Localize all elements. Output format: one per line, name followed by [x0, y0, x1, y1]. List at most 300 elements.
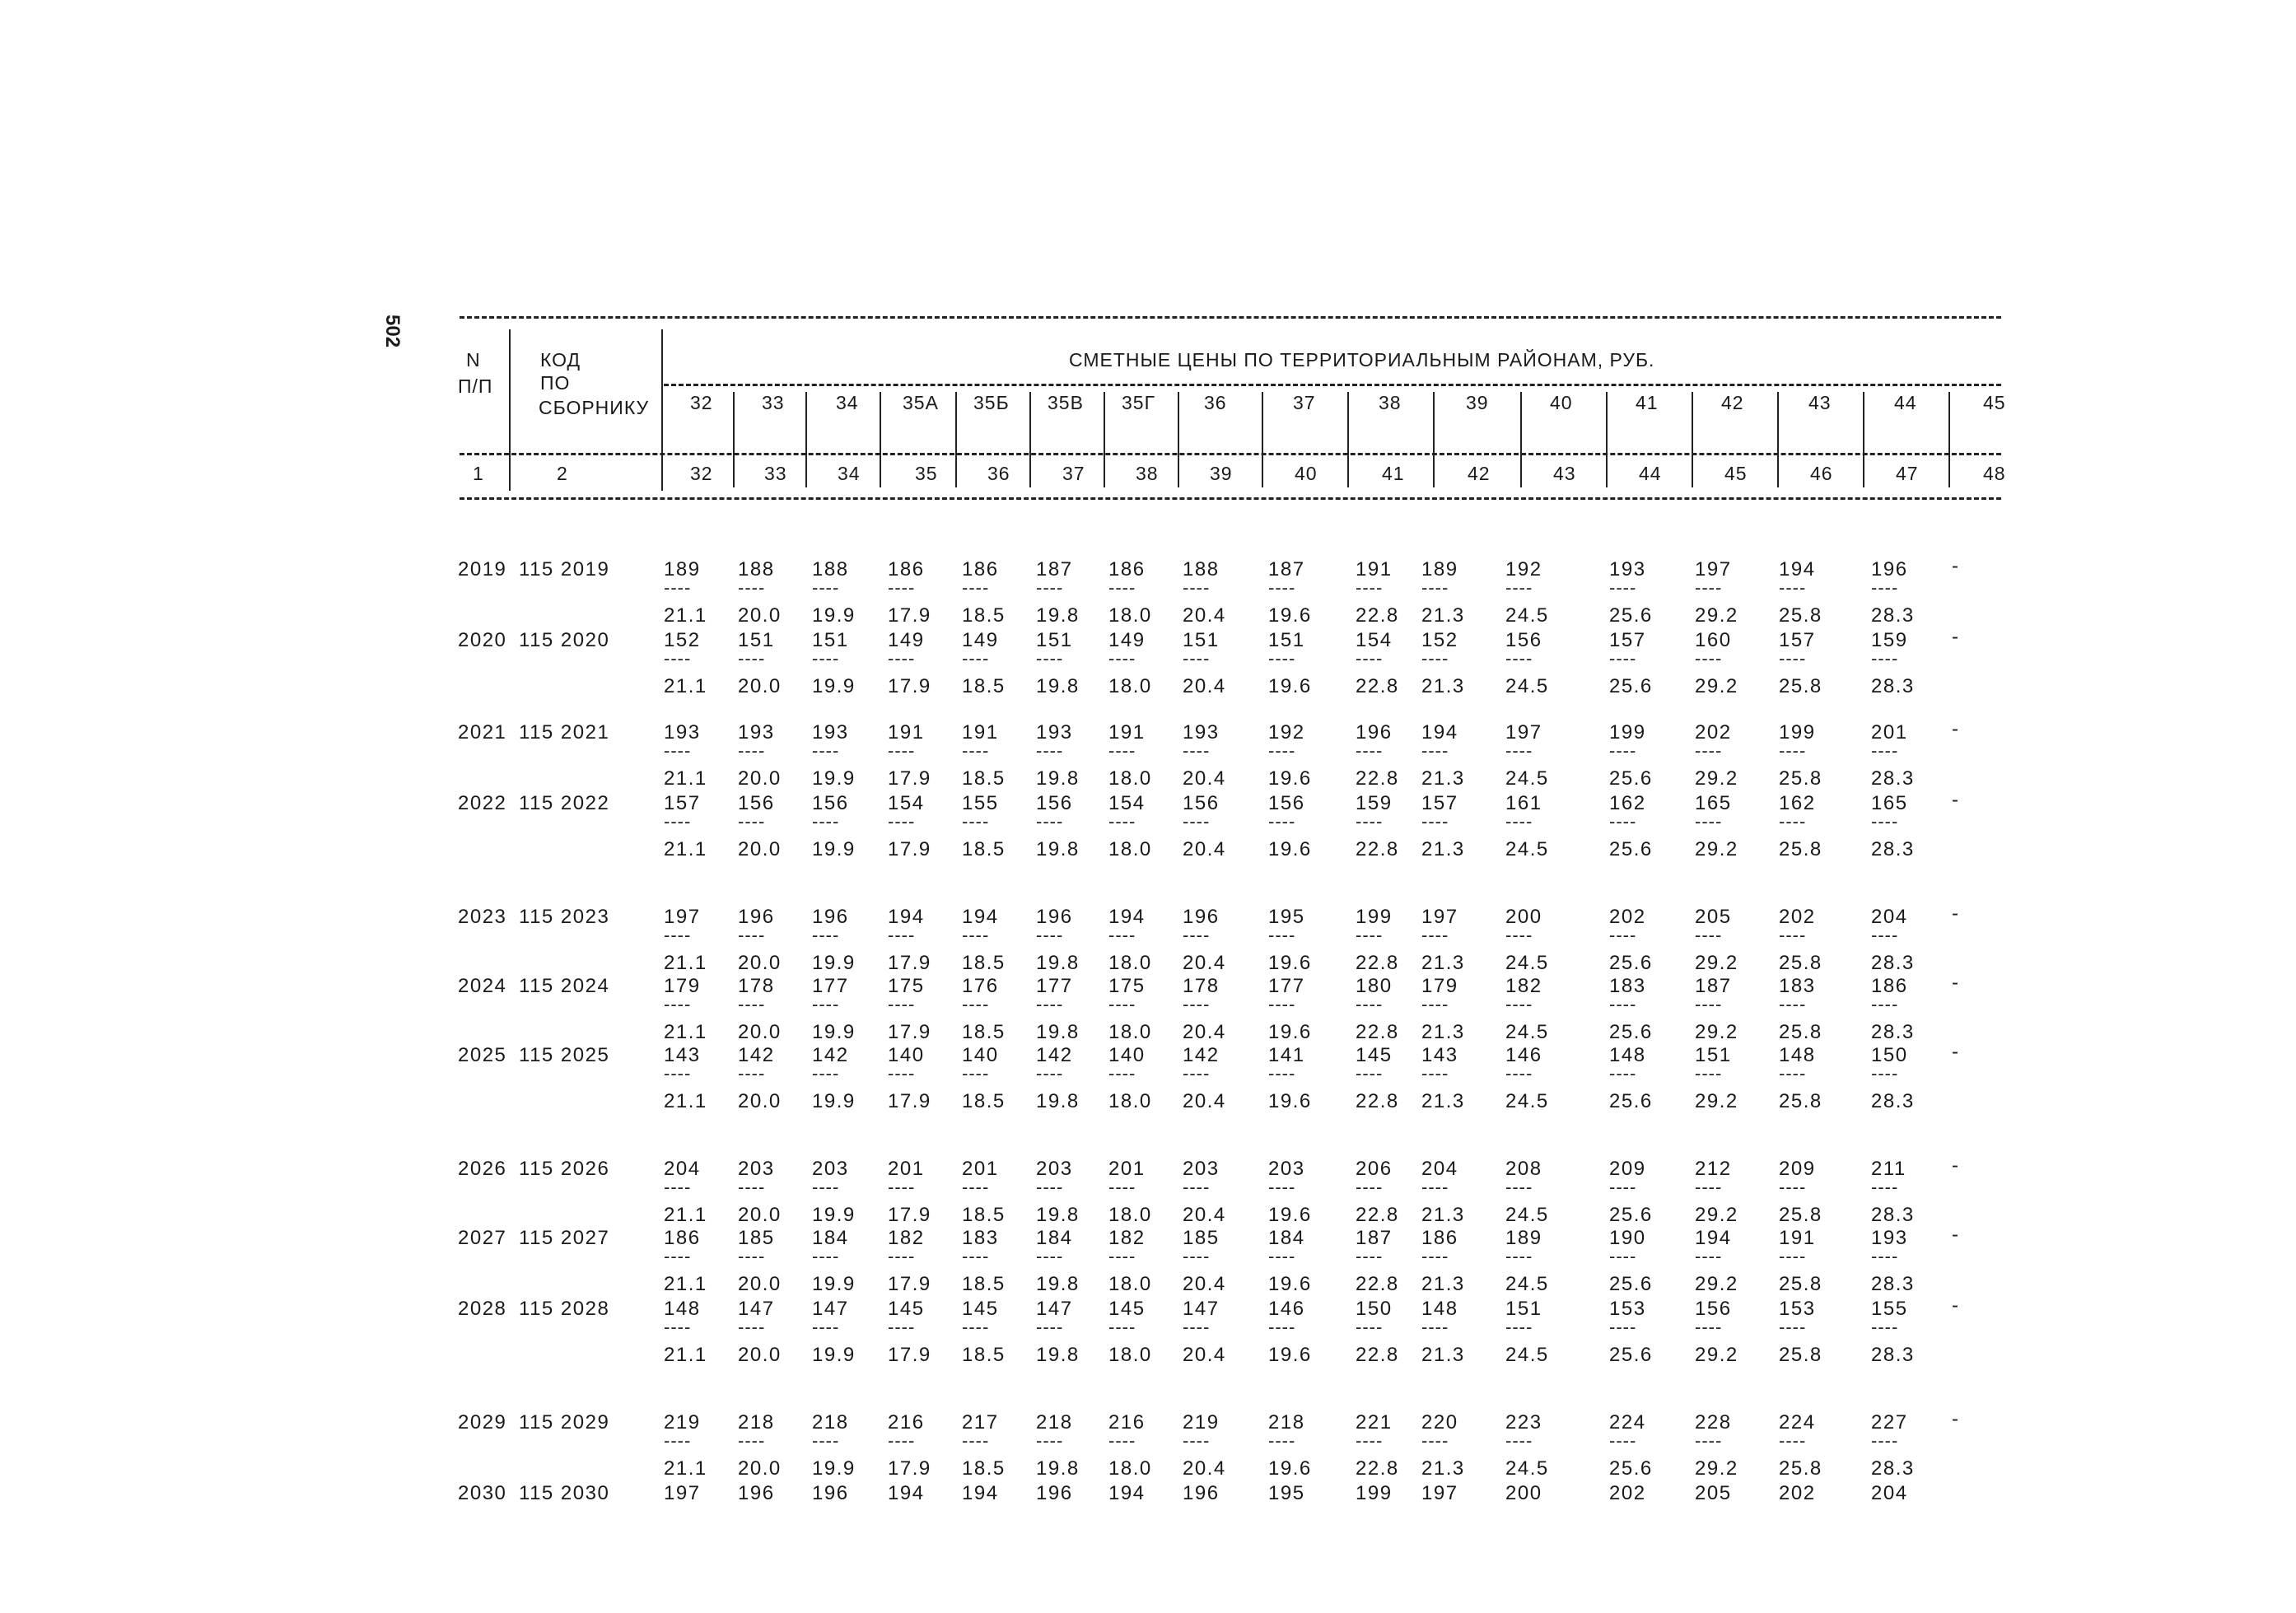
price-value: 175 [1108, 975, 1146, 997]
coefficient-value: 25.8 [1779, 604, 1822, 627]
price-value: 146 [1505, 1044, 1542, 1066]
price-value: 176 [962, 975, 999, 997]
coefficient-value: 21.3 [1421, 1090, 1465, 1112]
fraction-separator: ---- [888, 577, 916, 598]
price-value: 147 [1036, 1298, 1073, 1320]
fraction-separator: ---- [1268, 648, 1296, 669]
row-number: 2028 [458, 1298, 507, 1320]
fraction-separator: ---- [1268, 811, 1296, 832]
price-value: 209 [1779, 1158, 1816, 1180]
row-code: 115 2022 [519, 792, 610, 814]
fraction-separator: ---- [738, 1063, 766, 1084]
price-value: 202 [1779, 906, 1816, 928]
price-value: 197 [1695, 558, 1732, 580]
fraction-separator: ---- [1421, 1177, 1449, 1197]
fraction-separator: ---- [962, 1177, 990, 1197]
coefficient-value: 21.3 [1421, 675, 1465, 697]
row-code: 115 2023 [519, 906, 610, 928]
price-value: 194 [888, 906, 925, 928]
fraction-separator: ---- [1183, 994, 1211, 1014]
column-number: 44 [1639, 463, 1662, 484]
column-number: 38 [1136, 463, 1159, 484]
fraction-separator: ---- [664, 1063, 692, 1084]
row-number: 2020 [458, 629, 507, 651]
fraction-separator: ---- [664, 1430, 692, 1451]
fraction-separator: ---- [1421, 925, 1449, 945]
price-value: 196 [1183, 1482, 1220, 1504]
fraction-separator: ---- [1183, 1317, 1211, 1337]
price-value: 177 [1268, 975, 1305, 997]
coefficient-value: 25.8 [1779, 1021, 1822, 1043]
price-value: 199 [1779, 721, 1816, 744]
coefficient-value: 28.3 [1871, 838, 1915, 860]
coefficient-value: 24.5 [1505, 1344, 1549, 1366]
coefficient-value: 21.3 [1421, 604, 1465, 627]
row-code: 115 2025 [519, 1044, 610, 1066]
fraction-separator: ---- [1036, 648, 1064, 669]
coefficient-value: 19.8 [1036, 952, 1080, 974]
price-value: 145 [1356, 1044, 1393, 1066]
coefficient-value: 19.8 [1036, 838, 1080, 860]
region-45-dash: - [1952, 1154, 1960, 1177]
coefficient-value: 21.1 [664, 1204, 707, 1226]
price-value: 194 [962, 1482, 999, 1504]
coefficient-value: 25.6 [1609, 1204, 1653, 1226]
fraction-separator: ---- [1268, 994, 1296, 1014]
coefficient-value: 25.8 [1779, 1090, 1822, 1112]
fraction-separator: ---- [1779, 1430, 1807, 1451]
fraction-separator: ---- [1268, 577, 1296, 598]
coefficient-value: 28.3 [1871, 767, 1915, 790]
price-value: 218 [738, 1411, 775, 1434]
price-value: 203 [738, 1158, 775, 1180]
price-value: 156 [1183, 792, 1220, 814]
price-value: 185 [738, 1227, 775, 1249]
coefficient-value: 19.6 [1268, 1344, 1312, 1366]
price-value: 153 [1609, 1298, 1646, 1320]
price-value: 204 [1871, 1482, 1908, 1504]
column-number: 45 [1724, 463, 1748, 484]
fraction-separator: ---- [1036, 1063, 1064, 1084]
region-divider [1863, 392, 1864, 487]
price-value: 151 [738, 629, 775, 651]
price-value: 175 [888, 975, 925, 997]
price-value: 149 [962, 629, 999, 651]
price-value: 196 [1036, 1482, 1073, 1504]
price-value: 156 [812, 792, 849, 814]
price-value: 200 [1505, 1482, 1542, 1504]
fraction-separator: ---- [1505, 1317, 1533, 1337]
prices-title: СМЕТНЫЕ ЦЕНЫ ПО ТЕРРИТОРИАЛЬНЫМ РАЙОНАМ, РУБ. [1069, 349, 1655, 371]
coefficient-value: 17.9 [888, 1344, 931, 1366]
fraction-separator: ---- [888, 740, 916, 761]
coefficient-value: 17.9 [888, 767, 931, 790]
price-value: 156 [1505, 629, 1542, 651]
coefficient-value: 24.5 [1505, 604, 1549, 627]
coefficient-value: 21.1 [664, 1273, 707, 1295]
fraction-separator: ---- [1695, 811, 1723, 832]
region-divider [1692, 392, 1693, 487]
price-value: 140 [962, 1044, 999, 1066]
region-37: 37 [1293, 392, 1316, 413]
column-number: 35 [915, 463, 938, 484]
fraction-separator: ---- [1505, 1246, 1533, 1266]
price-value: 162 [1779, 792, 1816, 814]
column-number: 32 [690, 463, 713, 484]
price-value: 192 [1505, 558, 1542, 580]
header-vbar-2 [661, 329, 663, 491]
coefficient-value: 19.8 [1036, 1344, 1080, 1366]
coefficient-value: 25.6 [1609, 675, 1653, 697]
fraction-separator: ---- [1609, 1177, 1637, 1197]
column-number: 46 [1810, 463, 1833, 484]
fraction-separator: ---- [1871, 1430, 1899, 1451]
fraction-separator: ---- [1421, 1246, 1449, 1266]
price-value: 185 [1183, 1227, 1220, 1249]
price-value: 147 [1183, 1298, 1220, 1320]
fraction-separator: ---- [1421, 577, 1449, 598]
price-value: 160 [1695, 629, 1732, 651]
coefficient-value: 19.6 [1268, 767, 1312, 790]
price-value: 186 [1871, 975, 1908, 997]
fraction-separator: ---- [962, 811, 990, 832]
price-value: 165 [1695, 792, 1732, 814]
price-value: 154 [1108, 792, 1146, 814]
region-35А: 35А [903, 392, 939, 413]
coefficient-value: 18.5 [962, 1021, 1006, 1043]
price-value: 220 [1421, 1411, 1458, 1434]
coefficient-value: 21.1 [664, 675, 707, 697]
coefficient-value: 25.8 [1779, 1273, 1822, 1295]
coefficient-value: 18.0 [1108, 675, 1152, 697]
price-value: 152 [664, 629, 701, 651]
fraction-separator: ---- [812, 577, 840, 598]
price-value: 150 [1871, 1044, 1908, 1066]
fraction-separator: ---- [962, 577, 990, 598]
coefficient-value: 21.3 [1421, 952, 1465, 974]
row-number: 2022 [458, 792, 507, 814]
column-number: 42 [1468, 463, 1491, 484]
fraction-separator: ---- [1695, 577, 1723, 598]
price-value: 151 [1505, 1298, 1542, 1320]
fraction-separator: ---- [962, 925, 990, 945]
header-top-rule [460, 316, 2001, 319]
col-n-label: N [466, 349, 481, 371]
region-40: 40 [1550, 392, 1573, 413]
fraction-separator: ---- [1183, 1063, 1211, 1084]
fraction-separator: ---- [664, 1246, 692, 1266]
fraction-separator: ---- [1036, 1317, 1064, 1337]
fraction-separator: ---- [1268, 1430, 1296, 1451]
coefficient-value: 17.9 [888, 952, 931, 974]
coefficient-value: 19.8 [1036, 767, 1080, 790]
fraction-separator: ---- [1183, 925, 1211, 945]
price-value: 157 [1609, 629, 1646, 651]
price-value: 189 [664, 558, 701, 580]
fraction-separator: ---- [1268, 1177, 1296, 1197]
price-value: 187 [1695, 975, 1732, 997]
coefficient-value: 21.1 [664, 1344, 707, 1366]
fraction-separator: ---- [1695, 1177, 1723, 1197]
fraction-separator: ---- [1505, 1430, 1533, 1451]
coefficient-value: 24.5 [1505, 952, 1549, 974]
region-45-dash: - [1952, 555, 1960, 577]
coefficient-value: 22.8 [1356, 675, 1399, 697]
fraction-separator: ---- [664, 1317, 692, 1337]
coefficient-value: 29.2 [1695, 1457, 1738, 1480]
fraction-separator: ---- [738, 925, 766, 945]
fraction-separator: ---- [888, 1317, 916, 1337]
coefficient-value: 20.4 [1183, 1204, 1226, 1226]
row-code: 115 2030 [519, 1482, 610, 1504]
coefficient-value: 19.9 [812, 675, 856, 697]
coefficient-value: 17.9 [888, 604, 931, 627]
coefficient-value: 25.8 [1779, 952, 1822, 974]
region-43: 43 [1808, 392, 1832, 413]
fraction-separator: ---- [1505, 994, 1533, 1014]
coefficient-value: 19.6 [1268, 1273, 1312, 1295]
coefficient-value: 22.8 [1356, 604, 1399, 627]
price-value: 156 [1268, 792, 1305, 814]
coefficient-value: 28.3 [1871, 1273, 1915, 1295]
fraction-separator: ---- [738, 1246, 766, 1266]
coefficient-value: 29.2 [1695, 604, 1738, 627]
column-number: 40 [1295, 463, 1318, 484]
coefficient-value: 28.3 [1871, 952, 1915, 974]
price-value: 157 [1421, 792, 1458, 814]
coefficient-value: 19.6 [1268, 604, 1312, 627]
coefficient-value: 17.9 [888, 838, 931, 860]
fraction-separator: ---- [1183, 1430, 1211, 1451]
region-32: 32 [690, 392, 713, 413]
fraction-separator: ---- [1779, 740, 1807, 761]
region-divider [1104, 392, 1105, 487]
coefficient-value: 21.1 [664, 1457, 707, 1480]
price-value: 182 [1108, 1227, 1146, 1249]
fraction-separator: ---- [962, 740, 990, 761]
fraction-separator: ---- [1036, 1430, 1064, 1451]
fraction-separator: ---- [1108, 648, 1136, 669]
coefficient-value: 29.2 [1695, 1204, 1738, 1226]
coefficient-value: 22.8 [1356, 1204, 1399, 1226]
coefficient-value: 28.3 [1871, 1090, 1915, 1112]
price-value: 149 [1108, 629, 1146, 651]
fraction-separator: ---- [1695, 648, 1723, 669]
fraction-separator: ---- [664, 994, 692, 1014]
coefficient-value: 18.5 [962, 767, 1006, 790]
fraction-separator: ---- [1695, 1063, 1723, 1084]
column-number: 41 [1382, 463, 1405, 484]
price-value: 149 [888, 629, 925, 651]
price-value: 196 [1183, 906, 1220, 928]
coefficient-value: 18.5 [962, 1204, 1006, 1226]
fraction-separator: ---- [1036, 577, 1064, 598]
coefficient-value: 19.8 [1036, 1204, 1080, 1226]
fraction-separator: ---- [1871, 994, 1899, 1014]
price-value: 194 [1421, 721, 1458, 744]
coefficient-value: 22.8 [1356, 838, 1399, 860]
coefficient-value: 18.0 [1108, 767, 1152, 790]
price-value: 203 [1183, 1158, 1220, 1180]
price-value: 192 [1268, 721, 1305, 744]
coefficient-value: 25.8 [1779, 675, 1822, 697]
price-value: 219 [1183, 1411, 1220, 1434]
price-value: 183 [962, 1227, 999, 1249]
fraction-separator: ---- [738, 577, 766, 598]
price-value: 206 [1356, 1158, 1393, 1180]
coefficient-value: 20.0 [738, 1273, 782, 1295]
region-divider [1178, 392, 1179, 487]
header-low-rule [460, 453, 2001, 455]
fraction-separator: ---- [1609, 1246, 1637, 1266]
fraction-separator: ---- [738, 811, 766, 832]
row-code: 115 2028 [519, 1298, 610, 1320]
coefficient-value: 20.0 [738, 604, 782, 627]
price-value: 146 [1268, 1298, 1305, 1320]
price-value: 199 [1609, 721, 1646, 744]
price-value: 143 [664, 1044, 701, 1066]
fraction-separator: ---- [664, 577, 692, 598]
row-number: 2029 [458, 1411, 507, 1434]
price-value: 178 [1183, 975, 1220, 997]
fraction-separator: ---- [1183, 1177, 1211, 1197]
coefficient-value: 19.9 [812, 1204, 856, 1226]
price-value: 202 [1695, 721, 1732, 744]
price-value: 204 [664, 1158, 701, 1180]
coefficient-value: 18.5 [962, 838, 1006, 860]
coefficient-value: 20.0 [738, 838, 782, 860]
fraction-separator: ---- [1183, 1246, 1211, 1266]
price-value: 183 [1609, 975, 1646, 997]
price-value: 177 [1036, 975, 1073, 997]
coefficient-value: 29.2 [1695, 1021, 1738, 1043]
price-value: 201 [962, 1158, 999, 1180]
coefficient-value: 21.1 [664, 952, 707, 974]
price-value: 154 [1356, 629, 1393, 651]
region-divider [1777, 392, 1779, 487]
coefficient-value: 29.2 [1695, 838, 1738, 860]
row-code: 115 2027 [519, 1227, 610, 1249]
price-value: 189 [1505, 1227, 1542, 1249]
coefficient-value: 21.3 [1421, 1344, 1465, 1366]
fraction-separator: ---- [1268, 1317, 1296, 1337]
price-value: 177 [812, 975, 849, 997]
fraction-separator: ---- [962, 994, 990, 1014]
coefficient-value: 19.6 [1268, 838, 1312, 860]
region-45: 45 [1983, 392, 2006, 413]
col-n-label-2: П/П [458, 375, 493, 397]
coefficient-value: 21.3 [1421, 1021, 1465, 1043]
coefficient-value: 18.5 [962, 952, 1006, 974]
fraction-separator: ---- [1609, 811, 1637, 832]
coefficient-value: 18.0 [1108, 1273, 1152, 1295]
price-value: 194 [1779, 558, 1816, 580]
price-value: 184 [1036, 1227, 1073, 1249]
price-value: 200 [1505, 906, 1542, 928]
region-35В: 35В [1048, 392, 1084, 413]
region-35Г: 35Г [1122, 392, 1156, 413]
region-divider [955, 392, 957, 487]
fraction-separator: ---- [1356, 577, 1384, 598]
coefficient-value: 17.9 [888, 1090, 931, 1112]
fraction-separator: ---- [664, 811, 692, 832]
coefficient-value: 19.9 [812, 838, 856, 860]
price-value: 159 [1871, 629, 1908, 651]
price-value: 193 [1871, 1227, 1908, 1249]
row-number: 2023 [458, 906, 507, 928]
fraction-separator: ---- [1871, 648, 1899, 669]
fraction-separator: ---- [1036, 1246, 1064, 1266]
coefficient-value: 22.8 [1356, 1273, 1399, 1295]
region-45-dash: - [1952, 972, 1960, 994]
column-number: 36 [987, 463, 1010, 484]
region-45-dash: - [1952, 718, 1960, 740]
price-value: 154 [888, 792, 925, 814]
coefficient-value: 22.8 [1356, 767, 1399, 790]
price-value: 148 [1779, 1044, 1816, 1066]
fraction-separator: ---- [812, 1063, 840, 1084]
coefficient-value: 28.3 [1871, 604, 1915, 627]
price-value: 218 [812, 1411, 849, 1434]
price-value: 191 [1356, 558, 1393, 580]
price-value: 201 [888, 1158, 925, 1180]
fraction-separator: ---- [1421, 740, 1449, 761]
coefficient-value: 24.5 [1505, 1090, 1549, 1112]
coefficient-value: 18.5 [962, 1344, 1006, 1366]
price-value: 143 [1421, 1044, 1458, 1066]
fraction-separator: ---- [888, 1246, 916, 1266]
coefficient-value: 24.5 [1505, 838, 1549, 860]
fraction-separator: ---- [1779, 1246, 1807, 1266]
coefficient-value: 19.6 [1268, 1090, 1312, 1112]
price-value: 193 [1183, 721, 1220, 744]
region-45-dash: - [1952, 1224, 1960, 1246]
price-value: 201 [1871, 721, 1908, 744]
price-value: 151 [1183, 629, 1220, 651]
fraction-separator: ---- [1871, 811, 1899, 832]
coefficient-value: 20.4 [1183, 767, 1226, 790]
coefficient-value: 25.8 [1779, 838, 1822, 860]
fraction-separator: ---- [1505, 1063, 1533, 1084]
fraction-separator: ---- [1108, 994, 1136, 1014]
coefficient-value: 25.8 [1779, 1344, 1822, 1366]
region-45-dash: - [1952, 789, 1960, 811]
coefficient-value: 21.1 [664, 1090, 707, 1112]
fraction-separator: ---- [1108, 1430, 1136, 1451]
fraction-separator: ---- [664, 740, 692, 761]
region-divider [733, 392, 735, 487]
price-value: 211 [1871, 1158, 1906, 1180]
fraction-separator: ---- [888, 648, 916, 669]
price-value: 218 [1268, 1411, 1305, 1434]
fraction-separator: ---- [1108, 1246, 1136, 1266]
price-value: 195 [1268, 1482, 1305, 1504]
coefficient-value: 19.9 [812, 1090, 856, 1112]
price-value: 156 [1695, 1298, 1732, 1320]
price-value: 157 [664, 792, 701, 814]
fraction-separator: ---- [1609, 1430, 1637, 1451]
fraction-separator: ---- [1356, 740, 1384, 761]
price-value: 191 [888, 721, 925, 744]
coefficient-value: 25.6 [1609, 1273, 1653, 1295]
fraction-separator: ---- [738, 1317, 766, 1337]
fraction-separator: ---- [1108, 811, 1136, 832]
coefficient-value: 29.2 [1695, 1090, 1738, 1112]
coefficient-value: 28.3 [1871, 1457, 1915, 1480]
price-value: 193 [812, 721, 849, 744]
price-value: 204 [1871, 906, 1908, 928]
column-number: 39 [1210, 463, 1233, 484]
